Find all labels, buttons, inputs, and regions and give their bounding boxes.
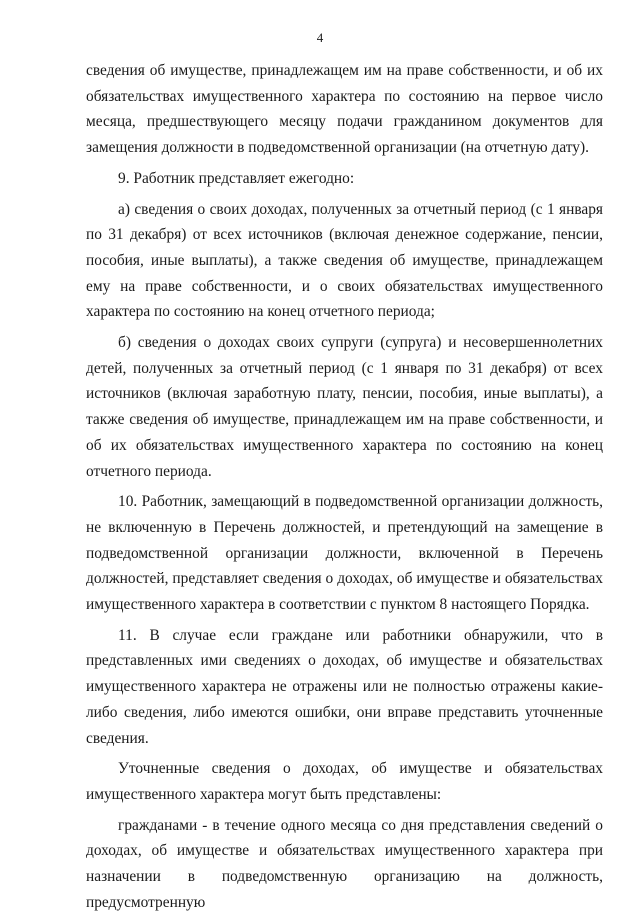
paragraph-clarified-info: Уточненные сведения о доходах, об имуществе и обязательствах имущественного характера могут быть представлены: [86, 760, 603, 803]
paragraph-item-9b: б) сведения о доходах своих супруги (супруга) и несовершеннолетних детей, полученных за отчетный период (с 1 января по 31 декабря) от всех источников (включая заработную плату, пенсии, пособия, иные выплаты), а также сведения об имуществе, принадлежащем им на праве собственности, и об их обязательствах имущественного характера по состоянию на конец отчетного периода. [86, 334, 603, 480]
paragraph-item-11: 11. В случае если граждане или работники обнаружили, что в представленных ими сведениях о доходах, об имуществе и обязательствах имущественного характера не отражены или не полностью отражены какие-либо сведения, либо имеются ошибки, они вправе представить уточненные сведения. [86, 626, 603, 747]
document-body [86, 58, 603, 921]
page-number: 4 [316, 30, 324, 45]
paragraph-citizens: гражданами - в течение одного месяца со дня представления сведений о доходах, об имуществе и обязательствах имущественного характера при назначении в подведомственную организацию на должность, предусмотренную [86, 816, 603, 911]
paragraph-item-9: 9. Работник представляет ежегодно: [118, 169, 355, 187]
paragraph-item-9a: а) сведения о своих доходах, полученных за отчетный период (с 1 января по 31 декабря) от всех источников (включая денежное содержание, пенсии, пособия, иные выплаты), а также сведения об имуществе, принадлежащем ему на праве собственности, и о своих обязательствах имущественного характера по состоянию на конец отчетного периода; [86, 200, 603, 321]
paragraph-continuation: сведения об имуществе, принадлежащем им на праве собственности, и об их обязательствах имущественного характера по состоянию на первое число месяца, предшествующего месяцу подачи гражданином документов для замещения должности в подведомственной организации (на отчетную дату). [86, 62, 603, 157]
paragraph-item-10: 10. Работник, замещающий в подведомственной организации должность, не включенную в Перечень должностей, и претендующий на замещение в подведомственной организации должности, включенной в Перечень должностей, представляет сведения о доходах, об имуществе и обязательствах имущественного характера в соответствии с пунктом 8 настоящего Порядка. [86, 493, 603, 614]
